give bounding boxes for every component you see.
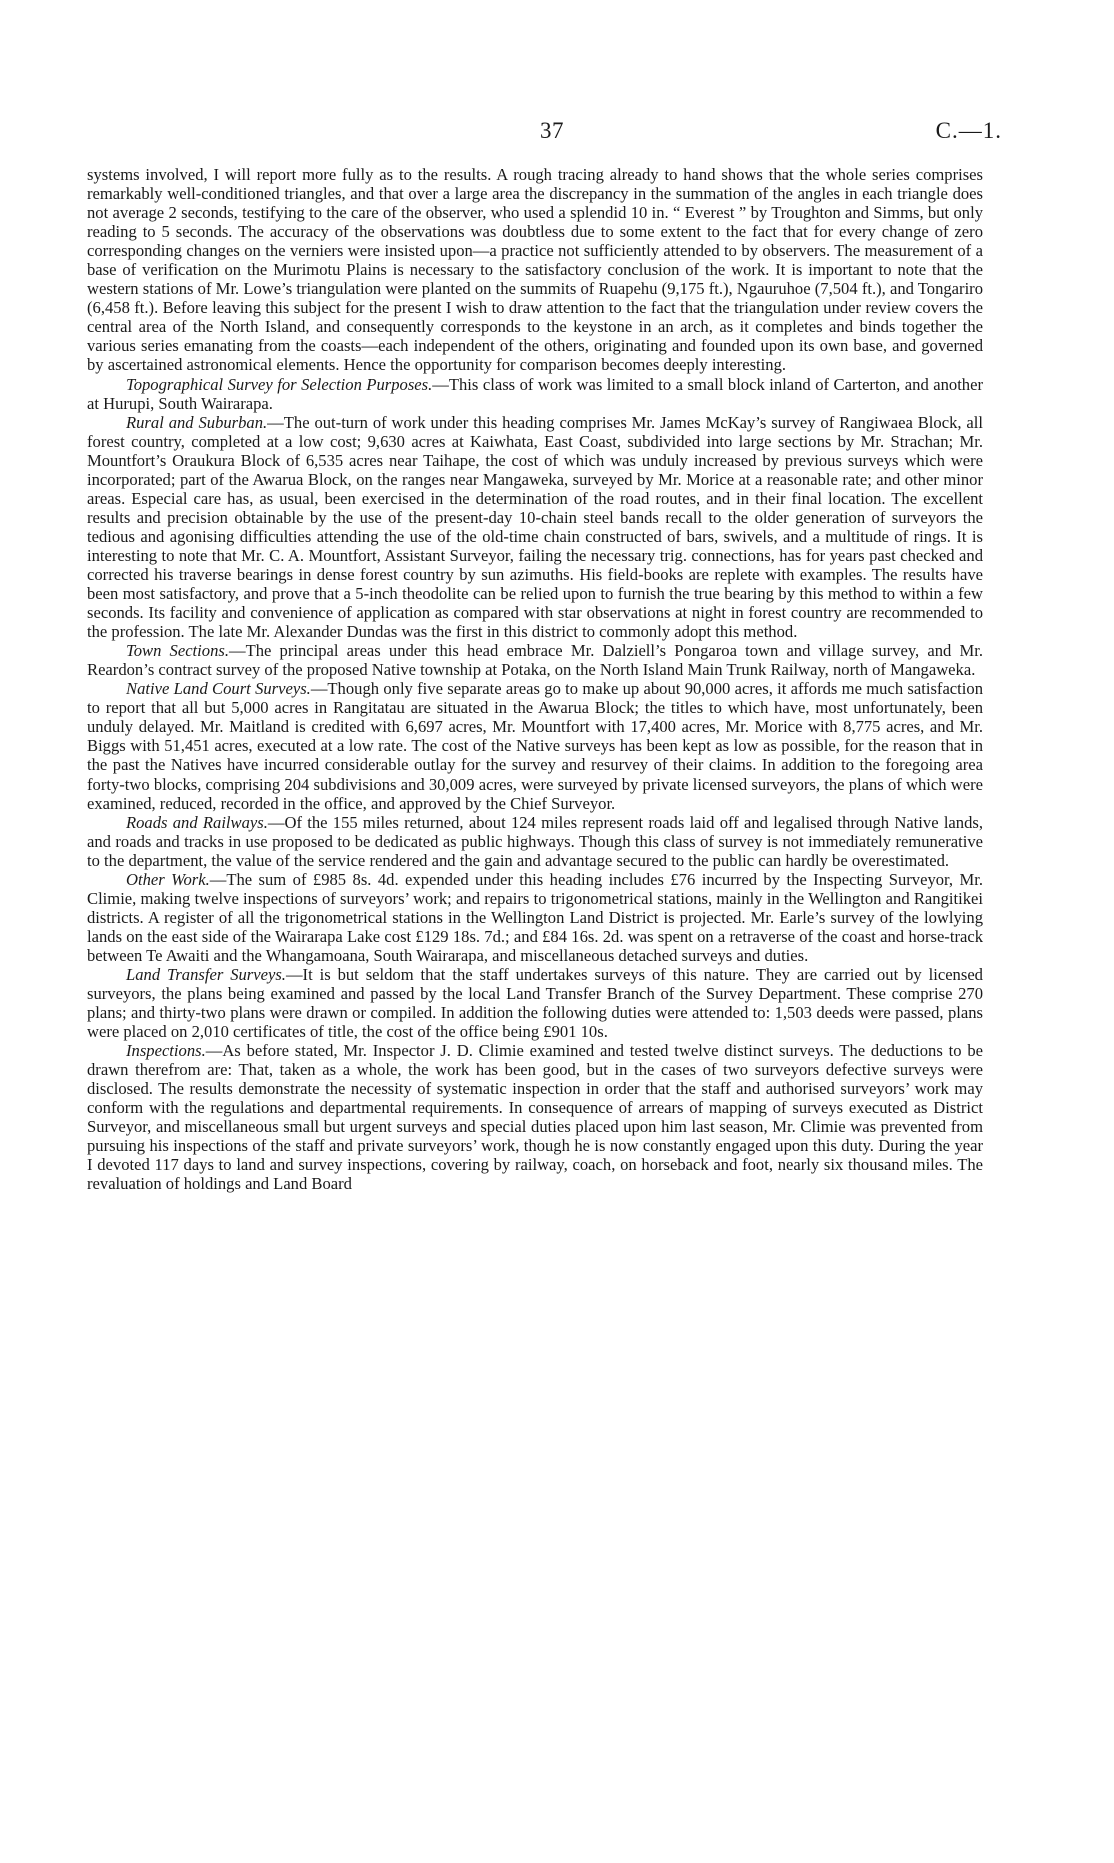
paragraph-other-work: [87, 870, 983, 965]
paragraph-text: —It is but seldom that the staff undertakes surveys of this nature. They are carried out by licensed surveyors, the plans being examined and passed by the local Land Transfer Branch of the Survey Department. These comprise 270 plans; and thirty-two plans were drawn or compiled. In addition the following duties were attended to: 1,503 deeds were passed, plans were placed on 2,010 certificates of title, the cost of the office being £901 10s.: [87, 964, 983, 1042]
section-heading: Native Land Court Surveys.: [126, 679, 311, 699]
paragraph-town-sections: [87, 641, 983, 679]
body-text: [87, 165, 983, 1194]
paragraph-topographical: [87, 375, 983, 413]
section-heading: Other Work.: [126, 869, 210, 889]
paragraph-inspections: [87, 1041, 983, 1193]
section-heading: Topographical Survey for Selection Purposes.: [126, 374, 433, 394]
paragraph-text: —Though only five separate areas go to make up about 90,000 acres, it affords me much satisfaction to report that all but 5,000 acres in Rangitatau are situated in the Awarua Block; the titles to which have, most unfortunately, been unduly delayed. Mr. Maitland is credited with 6,697 acres, Mr. Mountfort with 17,400 acres, Mr. Morice with 8,775 acres, and Mr. Biggs with 51,451 acres, executed at a low rate. The cost of the Native surveys has been kept as low as possible, for the reason that in the past the Natives have incurred considerable outlay for the survey and resurvey of their claims. In addition to the foregoing area forty-two blocks, comprising 204 subdivisions and 30,009 acres, were surveyed by private licensed surveyors, the plans of which were examined, reduced, recorded in the office, and approved by the Chief Surveyor.: [87, 679, 983, 813]
paragraph-triangulation: [87, 165, 983, 375]
paragraph-text: —The sum of £985 8s. 4d. expended under this heading includes £76 incurred by the Inspecting Surveyor, Mr. Climie, making twelve inspections of surveyors’ work; and repairs to trigonometrical stations, mainly in the Wellington and Rangitikei districts. A register of all the trigonometrical stations in the Wellington Land District is projected. Mr. Earle’s survey of the lowlying lands on the east side of the Wairarapa Lake cost £129 18s. 7d.; and £84 16s. 2d. was spent on a retraverse of the coast and horse-track between Te Awaiti and the Whangamoana, South Wairarapa, and miscellaneous detached surveys and duties.: [87, 869, 983, 965]
paragraph-roads-railways: [87, 813, 983, 870]
document-reference: C.—1.: [935, 118, 1002, 143]
paragraph-text: —The principal areas under this head embrace Mr. Dalziell’s Pongaroa town and village survey, and Mr. Reardon’s contract survey of the proposed Native township at Potaka, on the North Island Main Trunk Railway, north of Mangaweka.: [87, 641, 983, 680]
section-heading: Roads and Railways.: [126, 812, 268, 832]
paragraph-rural-suburban: [87, 413, 983, 642]
page-number: 37: [540, 118, 564, 143]
paragraph-text: —The out-turn of work under this heading comprises Mr. James McKay’s survey of Rangiwaea Block, all forest country, completed at a low cost; 9,630 acres at Kaiwhata, East Coast, subdivided into large sections by Mr. Strachan; Mr. Mountfort’s Oraukura Block of 6,535 acres near Taihape, the cost of which was unduly increased by previous surveys which were incorporated; part of the Awarua Block, on the ranges near Mangaweka, surveyed by Mr. Morice at a reasonable rate; and other minor areas. Especial care has, as usual, been exercised in the determination of the road routes, and in their final location. The excellent results and precision obtainable by the use of the present-day 10-chain steel bands recall to the older generation of surveyors the tedious and agonising difficulties attending the use of the old-time chain constructed of bars, swivels, and a multitude of rings. It is interesting to note that Mr. C. A. Mountfort, Assistant Surveyor, failing the necessary trig. connections, has for years past checked and corrected his traverse bearings in dense forest country by sun azimuths. His field-books are replete with examples. The results have been most satisfactory, and prove that a 5-inch theodolite can be relied upon to furnish the true bearing by this method to within a few seconds. Its facility and convenience of application as compared with star observations at night in forest country are recommended to the profession. The late Mr. Alexander Dundas was the first in this district to commonly adopt this method.: [87, 412, 983, 642]
section-heading: Town Sections.: [126, 641, 229, 661]
paragraph-native-land-court: [87, 679, 983, 812]
paragraph-text: —Of the 155 miles returned, about 124 miles represent roads laid off and legalised through Native lands, and roads and tracks in use proposed to be dedicated as public highways. Though this class of survey is not immediately remunerative to the department, the value of the service rendered and the gain and advantage secured to the public can hardly be overestimated.: [87, 812, 984, 870]
paragraph-text: systems involved, I will report more fully as to the results. A rough tracing already to hand shows that the whole series comprises remarkably well-conditioned triangles, and that over a large area the discrepancy in the summation of the angles in each triangle does not average 2 seconds, testifying to the care of the observer, who used a splendid 10 in. “ Everest ” by Troughton and Simms, but only reading to 5 seconds. The accuracy of the observations was doubtless due to some extent to the fact that for every change of zero corresponding changes on the verniers were insisted upon—a practice not sufficiently attended to by observers. The measurement of a base of verification on the Murimotu Plains is necessary to the satisfactory conclusion of the work. It is important to note that the western stations of Mr. Lowe’s triangulation were planted on the summits of Ruapehu (9,175 ft.), Ngauruhoe (7,504 ft.), and Tongariro (6,458 ft.). Before leaving this subject for the present I wish to draw attention to the fact that the triangulation under review covers the central area of the North Island, and consequently corresponds to the keystone in an arch, as it completes and binds together the various series emanating from the coasts—each independent of the others, originating and founded upon its own base, and governed by ascertained astronomical elements. Hence the opportunity for comparison becomes deeply interesting.: [87, 165, 983, 375]
section-heading: Land Transfer Surveys.: [126, 964, 286, 984]
paragraph-text: —As before stated, Mr. Inspector J. D. Climie examined and tested twelve distinct surveys. The deductions to be drawn therefrom are: That, taken as a whole, the work has been good, but in the cases of two surveyors defective surveys were disclosed. The results demonstrate the necessity of systematic inspection in order that the staff and authorised surveyors’ work may conform with the regulations and departmental requirements. In consequence of arrears of mapping of surveys executed as District Surveyor, and miscellaneous small but urgent surveys and special duties placed upon him last season, Mr. Climie was prevented from pursuing his inspections of the staff and private surveyors’ work, though he is now constantly engaged upon this duty. During the year I devoted 117 days to land and survey inspections, covering by railway, coach, on horseback and foot, nearly six thousand miles. The revaluation of holdings and Land Board: [87, 1041, 983, 1194]
paragraph-land-transfer: [87, 965, 983, 1041]
section-heading: Inspections.: [126, 1041, 206, 1061]
section-heading: Rural and Suburban.: [126, 412, 268, 432]
paragraph-text: —This class of work was limited to a small block inland of Carterton, and another at Hurupi, South Wairarapa.: [87, 374, 983, 413]
